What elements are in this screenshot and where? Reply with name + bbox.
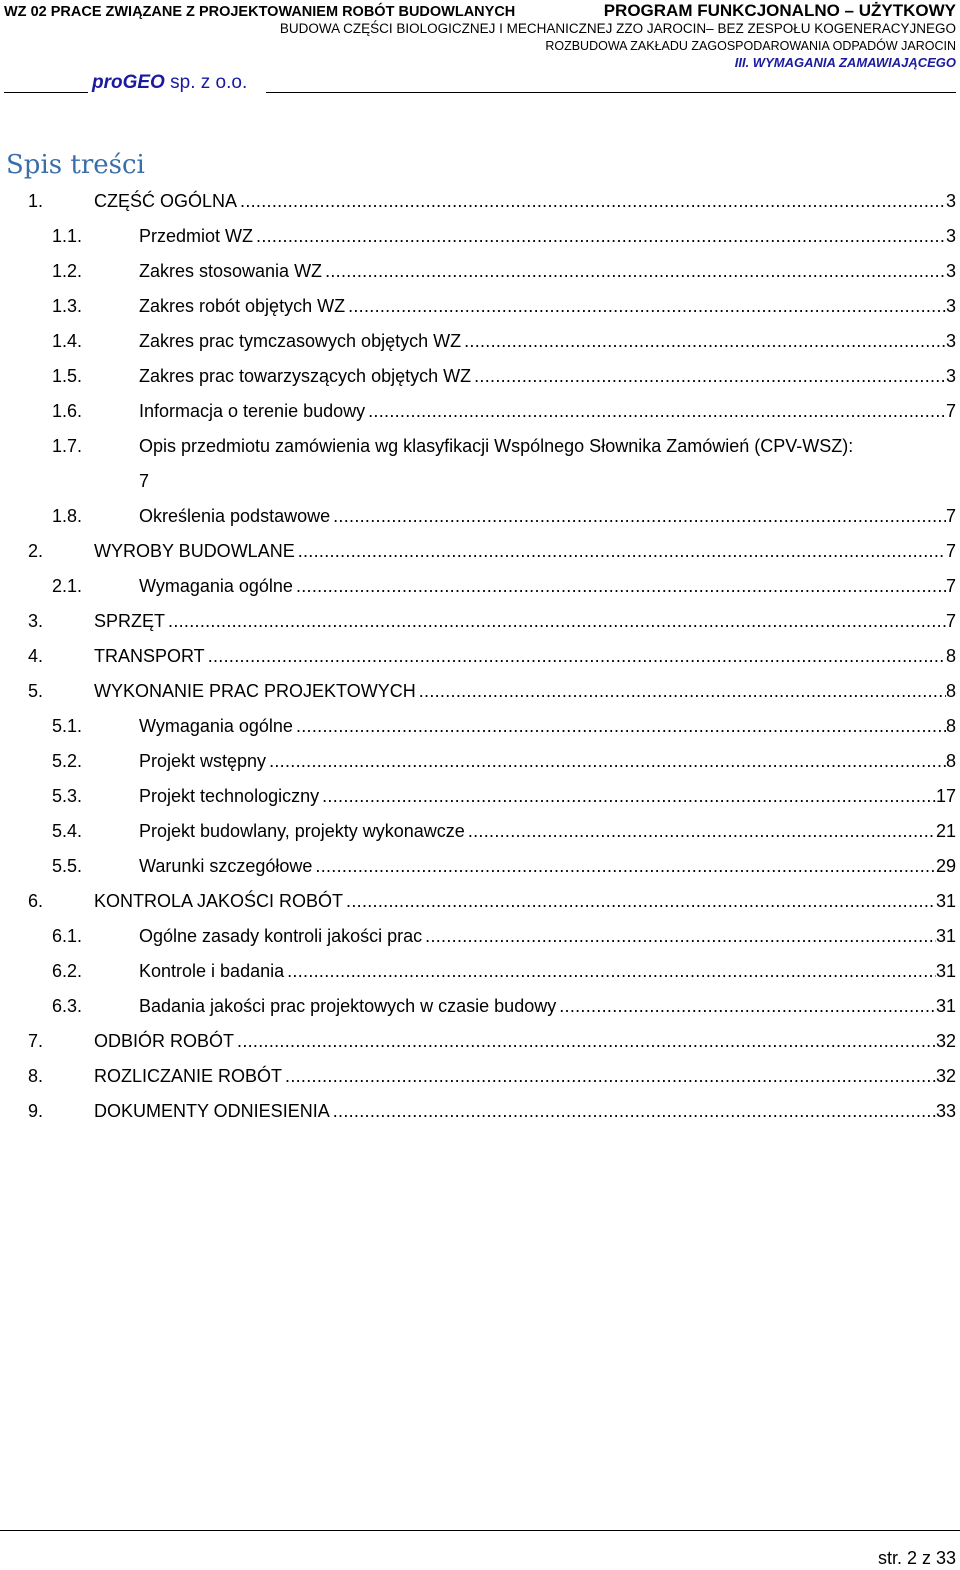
toc-entry-page: 3 <box>945 191 956 211</box>
toc-entry-title: Określenia podstawowe <box>139 506 331 526</box>
toc-dot-leader <box>234 1024 936 1059</box>
toc-entry-leader <box>139 779 956 814</box>
toc-entry-title: Wymagania ogólne <box>139 716 293 736</box>
toc-entry-number: 5. <box>28 681 44 701</box>
toc-entry-title: Warunki szczegółowe <box>139 856 313 876</box>
toc-entry-page: 7 <box>945 541 956 561</box>
toc-entry-leader <box>139 709 956 744</box>
toc-entry-title: Badania jakości prac projektowych w czasie budowy <box>139 996 557 1016</box>
toc-entry[interactable] <box>0 849 960 884</box>
toc-entry-leader <box>94 884 956 919</box>
toc-entry[interactable] <box>0 814 960 849</box>
toc-entry-number: 1.6. <box>52 401 83 421</box>
toc-dot-leader <box>465 814 936 849</box>
toc-dot-leader <box>237 184 946 219</box>
toc-entry-leader <box>94 1024 956 1059</box>
toc-dot-leader <box>330 499 946 534</box>
toc-entry-page: 3 <box>945 366 956 386</box>
toc-entry-number: 7. <box>28 1031 44 1051</box>
toc-entry-page: 31 <box>935 926 956 946</box>
toc-entry-page: 8 <box>945 716 956 736</box>
toc-entry-number: 5.1. <box>52 716 83 736</box>
toc-entry-number: 1.3. <box>52 296 83 316</box>
table-of-contents <box>0 184 960 1129</box>
toc-entry[interactable] <box>0 989 960 1024</box>
toc-entry[interactable] <box>0 534 960 569</box>
toc-entry-leader <box>139 919 956 954</box>
header-document-code: WZ 02 PRACE ZWIĄZANE Z PROJEKTOWANIEM ROBÓT BUDOWLANYCH <box>4 4 516 20</box>
toc-entry-leader <box>139 954 956 989</box>
toc-dot-leader <box>422 919 936 954</box>
toc-entry-page: 3 <box>945 261 956 281</box>
toc-entry-number: 5.2. <box>52 751 83 771</box>
toc-entry-page: 29 <box>935 856 956 876</box>
toc-dot-leader <box>165 604 946 639</box>
toc-dot-leader <box>365 394 946 429</box>
toc-entry-title: ROZLICZANIE ROBÓT <box>94 1066 283 1086</box>
toc-entry-page: 21 <box>935 821 956 841</box>
toc-entry-page: 7 <box>945 401 956 421</box>
toc-entry-leader <box>139 989 956 1024</box>
toc-entry-number: 1.5. <box>52 366 83 386</box>
toc-entry-title: Zakres prac tymczasowych objętych WZ <box>139 331 462 351</box>
toc-title: Spis treści <box>6 150 145 180</box>
toc-entry-title: Kontrole i badania <box>139 961 285 981</box>
toc-entry[interactable] <box>0 184 960 219</box>
toc-entry-title: Opis przedmiotu zamówienia wg klasyfikacji Wspólnego Słownika Zamówień (CPV-WSZ): <box>139 436 854 456</box>
toc-entry-title: Zakres stosowania WZ <box>139 261 323 281</box>
company-rule-right <box>266 92 956 93</box>
toc-entry-number: 6.1. <box>52 926 83 946</box>
toc-entry[interactable] <box>0 1094 960 1129</box>
toc-entry-page: 31 <box>935 891 956 911</box>
toc-dot-leader <box>330 1094 936 1129</box>
toc-entry[interactable] <box>0 919 960 954</box>
toc-entry-leader <box>94 639 956 674</box>
toc-entry-number: 5.5. <box>52 856 83 876</box>
toc-entry[interactable] <box>0 569 960 604</box>
toc-dot-leader <box>282 1059 936 1094</box>
company-banner <box>4 72 956 96</box>
toc-entry-page: 32 <box>935 1031 956 1051</box>
toc-entry[interactable] <box>0 1024 960 1059</box>
toc-entry-page: 3 <box>945 296 956 316</box>
toc-entry-leader <box>139 499 956 534</box>
toc-entry-title: Wymagania ogólne <box>139 576 293 596</box>
toc-entry-number: 2.1. <box>52 576 83 596</box>
toc-entry-leader <box>139 849 956 884</box>
toc-entry[interactable] <box>0 1059 960 1094</box>
toc-dot-leader <box>322 254 946 289</box>
toc-entry-leader <box>139 324 956 359</box>
toc-entry-number: 1.2. <box>52 261 83 281</box>
toc-entry[interactable] <box>0 499 960 534</box>
toc-entry-number: 6. <box>28 891 44 911</box>
toc-entry-title: Projekt wstępny <box>139 751 267 771</box>
header-subproject-line: ROZBUDOWA ZAKŁADU ZAGOSPODAROWANIA ODPADÓW JAROCIN <box>545 39 956 53</box>
toc-entry-title: WYROBY BUDOWLANE <box>94 541 295 561</box>
toc-dot-leader <box>471 359 946 394</box>
toc-entry-leader <box>139 219 956 254</box>
toc-entry-number: 1.4. <box>52 331 83 351</box>
toc-entry-number: 6.2. <box>52 961 83 981</box>
toc-entry-number: 9. <box>28 1101 44 1121</box>
toc-entry-title: ODBIÓR ROBÓT <box>94 1031 235 1051</box>
toc-entry-page: 32 <box>935 1066 956 1086</box>
toc-entry-leader <box>139 394 956 429</box>
toc-dot-leader <box>293 709 946 744</box>
toc-entry[interactable] <box>0 674 960 709</box>
toc-entry-page: 33 <box>935 1101 956 1121</box>
toc-entry-title: DOKUMENTY ODNIESIENIA <box>94 1101 330 1121</box>
toc-entry[interactable] <box>0 254 960 289</box>
toc-dot-leader <box>253 219 946 254</box>
toc-entry-leader <box>139 744 956 779</box>
toc-entry-page: 8 <box>945 646 956 666</box>
header-project-line: BUDOWA CZĘŚCI BIOLOGICZNEJ I MECHANICZNEJ ZZO JAROCIN– BEZ ZESPOŁU KOGENERACYJNEGO <box>279 21 956 36</box>
toc-entry-leader <box>94 674 956 709</box>
toc-entry-title: Projekt technologiczny <box>139 786 320 806</box>
toc-entry-number: 1.1. <box>52 226 83 246</box>
toc-entry[interactable] <box>0 709 960 744</box>
company-rule-left <box>4 92 88 93</box>
toc-entry[interactable] <box>0 359 960 394</box>
toc-entry-title: WYKONANIE PRAC PROJEKTOWYCH <box>94 681 416 701</box>
toc-entry-leader <box>139 814 956 849</box>
toc-entry[interactable] <box>0 604 960 639</box>
toc-entry-number: 1. <box>28 191 44 211</box>
toc-dot-leader <box>295 534 946 569</box>
toc-entry-leader <box>94 1094 956 1129</box>
toc-entry-number: 8. <box>28 1066 44 1086</box>
toc-entry-number: 6.3. <box>52 996 83 1016</box>
toc-entry-leader <box>139 289 956 324</box>
toc-entry-number: 4. <box>28 646 44 666</box>
toc-dot-leader <box>312 849 936 884</box>
toc-entry-leader <box>94 1059 956 1094</box>
toc-dot-leader <box>556 989 936 1024</box>
page-number: str. 2 z 33 <box>877 1548 956 1568</box>
toc-entry-number: 2. <box>28 541 44 561</box>
company-name-bold: proGEO <box>92 72 165 93</box>
toc-entry-page: 8 <box>945 751 956 771</box>
toc-entry-leader <box>94 604 956 639</box>
toc-entry[interactable] <box>0 744 960 779</box>
toc-entry[interactable] <box>0 219 960 254</box>
company-name <box>92 72 247 94</box>
toc-entry[interactable] <box>0 394 960 429</box>
toc-entry-title: KONTROLA JAKOŚCI ROBÓT <box>94 891 344 911</box>
footer-divider <box>0 1530 960 1531</box>
toc-entry-title: SPRZĘT <box>94 611 166 631</box>
toc-entry-page: 8 <box>945 681 956 701</box>
toc-entry-number: 1.8. <box>52 506 83 526</box>
toc-dot-leader <box>205 639 946 674</box>
toc-entry-page: 3 <box>945 331 956 351</box>
toc-dot-leader <box>345 289 946 324</box>
toc-entry[interactable] <box>0 324 960 359</box>
toc-entry-number: 1.7. <box>52 436 83 456</box>
toc-entry-title: TRANSPORT <box>94 646 205 666</box>
toc-entry-page: 17 <box>935 786 956 806</box>
toc-dot-leader <box>461 324 946 359</box>
toc-entry-title: Zakres robót objętych WZ <box>139 296 346 316</box>
toc-entry-page: 7 <box>945 576 956 596</box>
toc-entry-title: Ogólne zasady kontroli jakości prac <box>139 926 423 946</box>
toc-dot-leader <box>343 884 936 919</box>
toc-entry-title: Przedmiot WZ <box>139 226 254 246</box>
toc-entry[interactable] <box>0 289 960 324</box>
toc-entry-leader <box>94 184 956 219</box>
toc-entry-page: 7 <box>945 506 956 526</box>
toc-entry-leader <box>139 254 956 289</box>
toc-entry-page: 7 <box>945 611 956 631</box>
toc-dot-leader <box>416 674 946 709</box>
toc-entry[interactable] <box>0 779 960 814</box>
toc-entry-page: 31 <box>935 961 956 981</box>
toc-entry-title: CZĘŚĆ OGÓLNA <box>94 191 238 211</box>
toc-dot-leader <box>293 569 946 604</box>
company-name-rest: sp. z o.o. <box>164 72 248 93</box>
toc-entry-number: 3. <box>28 611 44 631</box>
header-program-title: PROGRAM FUNKCJONALNO – UŻYTKOWY <box>603 1 956 20</box>
toc-entry[interactable] <box>0 884 960 919</box>
toc-dot-leader <box>266 744 946 779</box>
toc-entry[interactable] <box>0 639 960 674</box>
toc-entry-number: 5.3. <box>52 786 83 806</box>
toc-entry-number: 5.4. <box>52 821 83 841</box>
toc-entry-title: Zakres prac towarzyszących objętych WZ <box>139 366 472 386</box>
toc-entry-title: Projekt budowlany, projekty wykonawcze <box>139 821 465 841</box>
toc-entry-leader <box>139 569 956 604</box>
toc-entry-page: 7 <box>139 471 150 491</box>
toc-entry-page: 31 <box>935 996 956 1016</box>
toc-entry-page: 3 <box>945 226 956 246</box>
toc-entry-leader <box>94 534 956 569</box>
toc-dot-leader <box>319 779 936 814</box>
toc-entry-title: Informacja o terenie budowy <box>139 401 366 421</box>
toc-entry[interactable] <box>0 954 960 989</box>
toc-entry[interactable] <box>0 429 960 499</box>
toc-dot-leader <box>284 954 936 989</box>
toc-entry-leader <box>139 359 956 394</box>
header-section-line: III. WYMAGANIA ZAMAWIAJĄCEGO <box>734 55 956 70</box>
